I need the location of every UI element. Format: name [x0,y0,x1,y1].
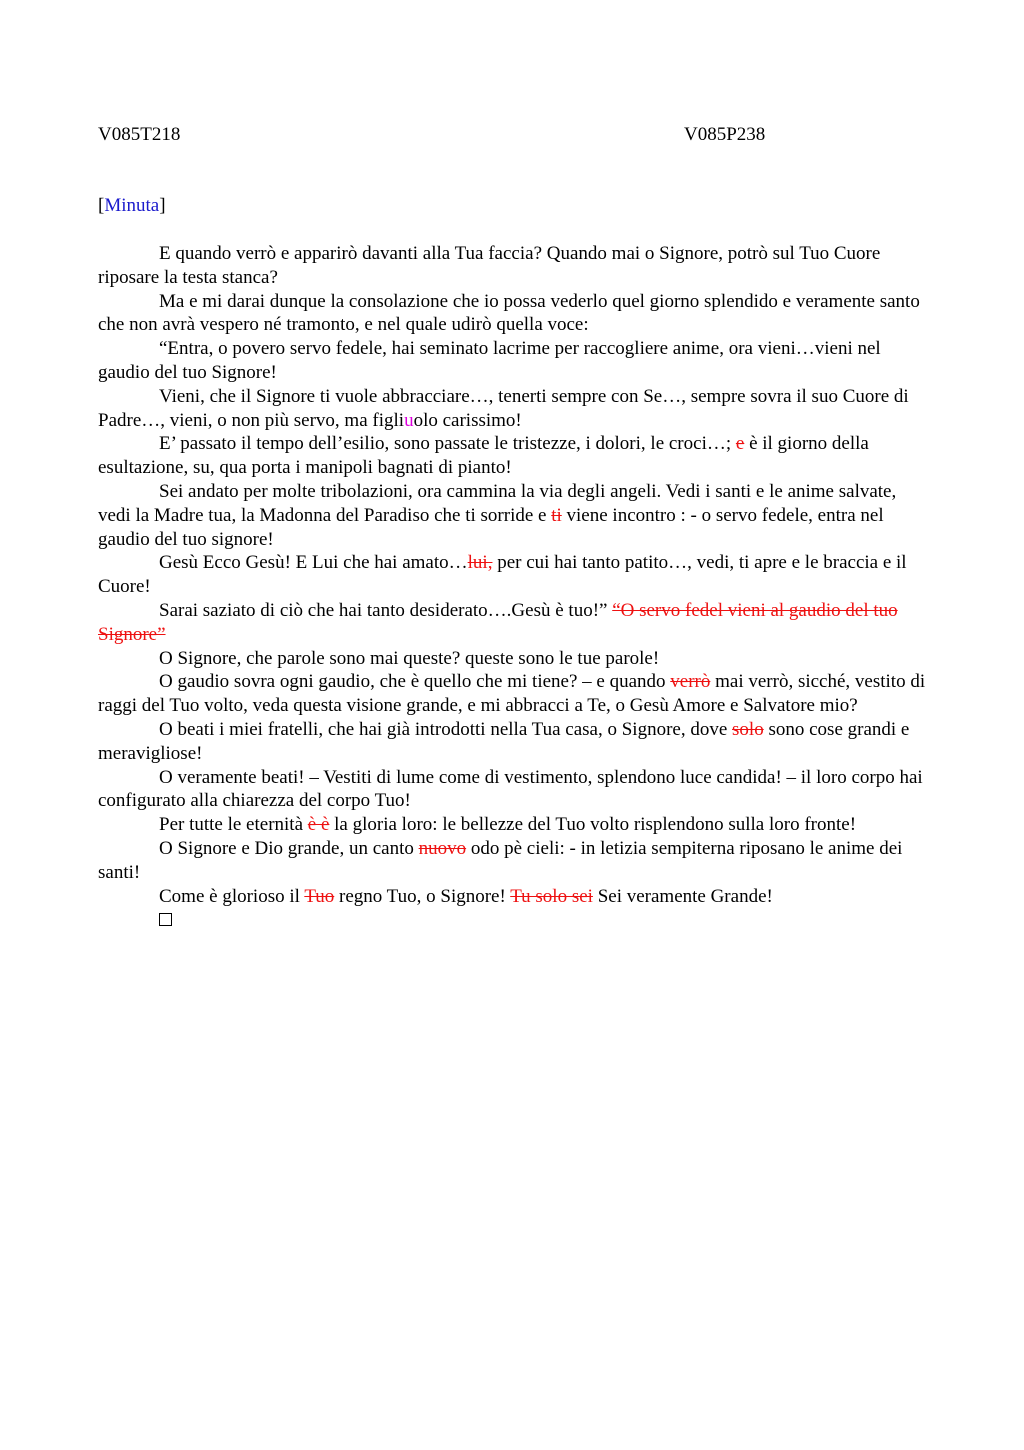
text-segment: E’ passato il tempo dell’esilio, sono passate le tristezze, i dolori, le croci…; [159,433,736,455]
paragraph [98,647,928,671]
document-body [98,242,928,933]
text-segment: O Signore e Dio grande, un canto [159,837,419,859]
deleted-text: solo [732,718,764,740]
paragraph [98,766,928,814]
text-segment: per cui hai tanto patito…, vedi, ti apre e le braccia e il Cuore! [98,552,907,598]
paragraph [98,551,928,599]
deleted-text: e [735,433,745,455]
inserted-text: u [404,409,414,431]
paragraph [98,837,928,885]
text-segment: O veramente beati! – Vestiti di lume come di vestimento, splendono luce candida! – il loro corpo hai configurato alla chiarezza del corpo Tuo! [98,766,923,812]
text-segment: viene incontro : - o servo fedele, entra nel gaudio del tuo signore! [98,504,884,550]
text-segment: la gloria loro: le bellezze del Tuo volto risplendono sulla loro fronte! [329,814,857,836]
paragraph [98,432,928,480]
deleted-text: nuovo [418,837,467,859]
paragraph [98,385,928,433]
text-segment: regno Tuo, o Signore! [334,885,511,907]
document-label [98,194,166,218]
paragraph [98,242,928,290]
text-segment: sono cose grandi e meravigliose! [98,718,910,764]
paragraph [98,670,928,718]
end-mark [98,908,928,933]
deleted-text: Tuo [304,885,335,907]
empty-square-icon [159,913,172,926]
paragraph [98,290,928,338]
header-right-code: V085P238 [684,124,766,145]
deleted-text: ti [551,504,562,526]
text-segment: Vieni, che il Signore ti vuole abbracciare…, tenerti sempre con Se…, sempre sovra il suo Cuore di Padre…, vieni, o non più servo, ma figli [98,385,909,431]
text-segment: è il giorno della esultazione, su, qua porta i manipoli bagnati di pianto! [98,433,869,479]
paragraph [98,813,928,837]
deleted-text: lui, [467,552,493,574]
deleted-text: è è [307,814,330,836]
text-segment: Gesù Ecco Gesù! E Lui che hai amato… [159,552,468,574]
label-open-bracket: [ [98,195,105,216]
text-segment: mai verrò, sicché, vestito di raggi del Tuo volto, veda questa visione grande, e mi abbracci a Te, o Gesù Amore e Salvatore mio? [98,671,926,717]
label-text: Minuta [104,195,160,216]
deleted-text: “O servo fedel vieni al gaudio del tuo Signore” [98,599,898,645]
paragraph [98,337,928,385]
text-segment: O beati i miei fratelli, che hai già introdotti nella Tua casa, o Signore, dove [159,718,733,740]
text-segment: Per tutte le eternità [159,814,308,836]
paragraph [98,718,928,766]
deleted-text: verrò [670,671,711,693]
text-segment: O gaudio sovra ogni gaudio, che è quello che mi tiene? – e quando [159,671,671,693]
deleted-text: Tu solo sei [510,885,593,907]
text-segment: Sei veramente Grande! [592,885,773,907]
label-close-bracket: ] [159,195,166,216]
text-segment: Sei andato per molte tribolazioni, ora cammina la via degli angeli. Vedi i santi e le anime salvate, vedi la Madre tua, la Madonna del Paradiso che ti sorride e [98,480,897,526]
paragraph [98,480,928,551]
paragraph [98,599,928,647]
paragraph [98,885,928,909]
text-segment: E quando verrò e apparirò davanti alla Tua faccia? Quando mai o Signore, potrò sul Tuo Cuore riposare la testa stanca? [98,243,881,288]
text-segment: Come è glorioso il [159,885,305,907]
text-segment: odo pè cieli: - in letizia sempiterna riposano le anime dei santi! [98,837,903,883]
text-segment: “Entra, o povero servo fedele, hai seminato lacrime per raccogliere anime, ora vieni…vieni nel gaudio del tuo Signore! [98,338,881,383]
text-segment: O Signore, che parole sono mai queste? queste sono le tue parole! [159,647,660,669]
text-segment: Ma e mi darai dunque la consolazione che io possa vederlo quel giorno splendido e veramente santo che non avrà vespero né tramonto, e nel quale udirò quella voce: [98,290,920,336]
text-segment: Sarai saziato di ciò che hai tanto desiderato….Gesù è tuo!” [159,599,613,621]
paragraph-list [98,242,928,908]
header-left-code: V085T218 [98,124,181,145]
text-segment: olo carissimo! [413,409,522,431]
